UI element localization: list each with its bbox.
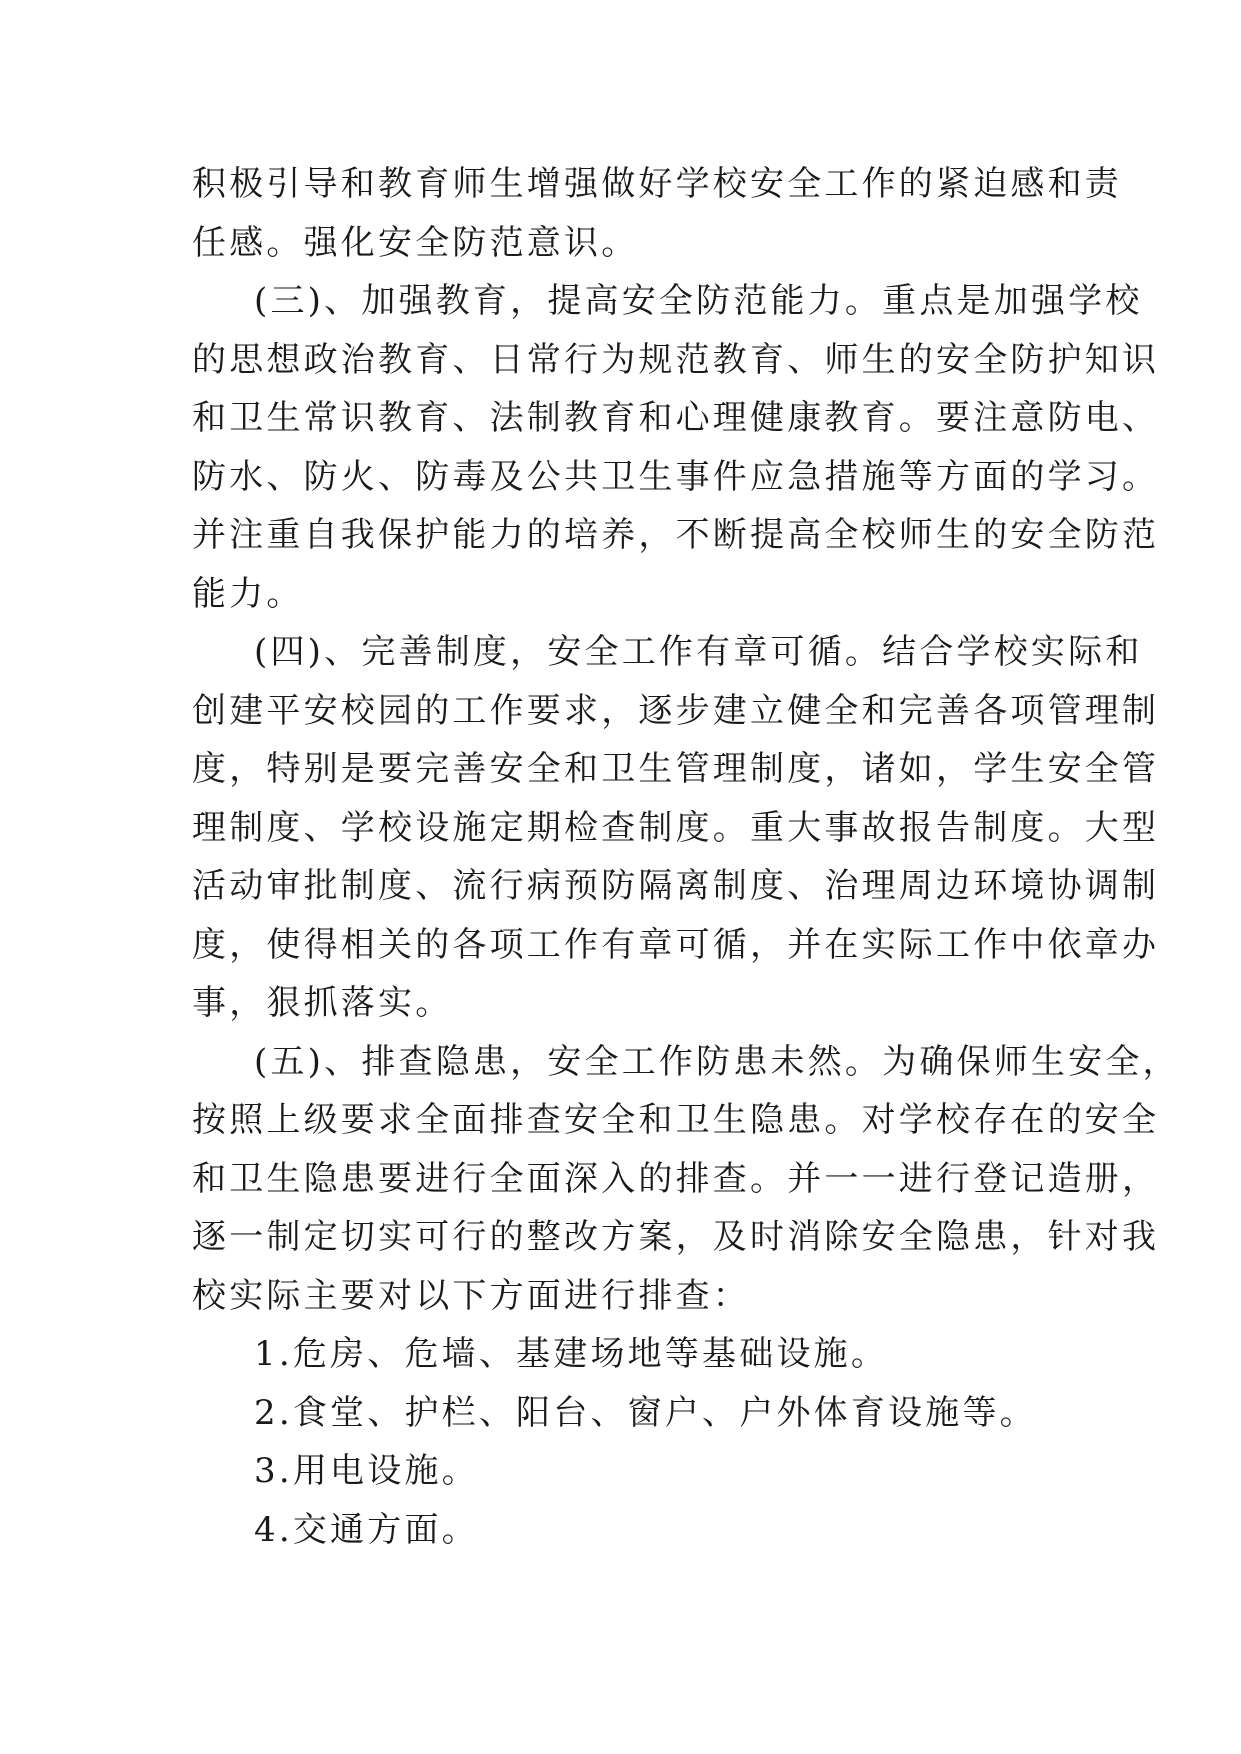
text-line: 逐一制定切实可行的整改方案，及时消除安全隐患，针对我 <box>192 1217 1160 1257</box>
text-line: 理制度、学校设施定期检查制度。重大事故报告制度。大型 <box>192 807 1160 848</box>
text-line: 和卫生常识教育、法制教育和心理健康教育。要注意防电、 <box>192 398 1160 438</box>
section-heading-3: (三)、加强教育，提高安全防范能力。重点是加强学校 <box>254 281 1143 321</box>
text-line: 按照上级要求全面排查安全和卫生隐患。对学校存在的安全 <box>192 1100 1160 1140</box>
text-line: 任感。强化安全防范意识。 <box>192 222 639 263</box>
text-line: 创建平安校园的工作要求，逐步建立健全和完善各项管理制 <box>192 690 1160 731</box>
text-line: 能力。 <box>192 573 304 614</box>
section-heading-4: (四)、完善制度，安全工作有章可循。结合学校实际和 <box>254 632 1143 672</box>
list-item-1: 1.危房、危墙、基建场地等基础设施。 <box>254 1334 889 1374</box>
text-line: 事，狠抓落实。 <box>192 983 453 1023</box>
document-body <box>192 155 1180 1559</box>
text-line: 校实际主要对以下方面进行排查： <box>192 1275 750 1316</box>
text-line: 防水、防火、防毒及公共卫生事件应急措施等方面的学习。 <box>192 456 1160 497</box>
text-line: 度，使得相关的各项工作有章可循，并在实际工作中依章办 <box>192 924 1160 965</box>
text-line: 并注重自我保护能力的培养，不断提高全校师生的安全防范 <box>192 515 1160 555</box>
section-heading-5: (五)、排查隐患，安全工作防患未然。为确保师生安全， <box>254 1041 1180 1082</box>
text-line: 活动审批制度、流行病预防隔离制度、治理周边环境协调制 <box>192 866 1160 906</box>
text-line: 和卫生隐患要进行全面深入的排查。并一一进行登记造册， <box>192 1158 1160 1199</box>
list-item-2: 2.食堂、护栏、阳台、窗户、户外体育设施等。 <box>254 1392 1037 1433</box>
list-item-4: 4.交通方面。 <box>254 1509 479 1550</box>
text-line: 积极引导和教育师生增强做好学校安全工作的紧迫感和责 <box>192 164 1122 204</box>
text-line: 度，特别是要完善安全和卫生管理制度，诸如，学生安全管 <box>192 749 1160 789</box>
list-item-3: 3.用电设施。 <box>254 1451 479 1491</box>
text-line: 的思想政治教育、日常行为规范教育、师生的安全防护知识 <box>192 339 1160 380</box>
